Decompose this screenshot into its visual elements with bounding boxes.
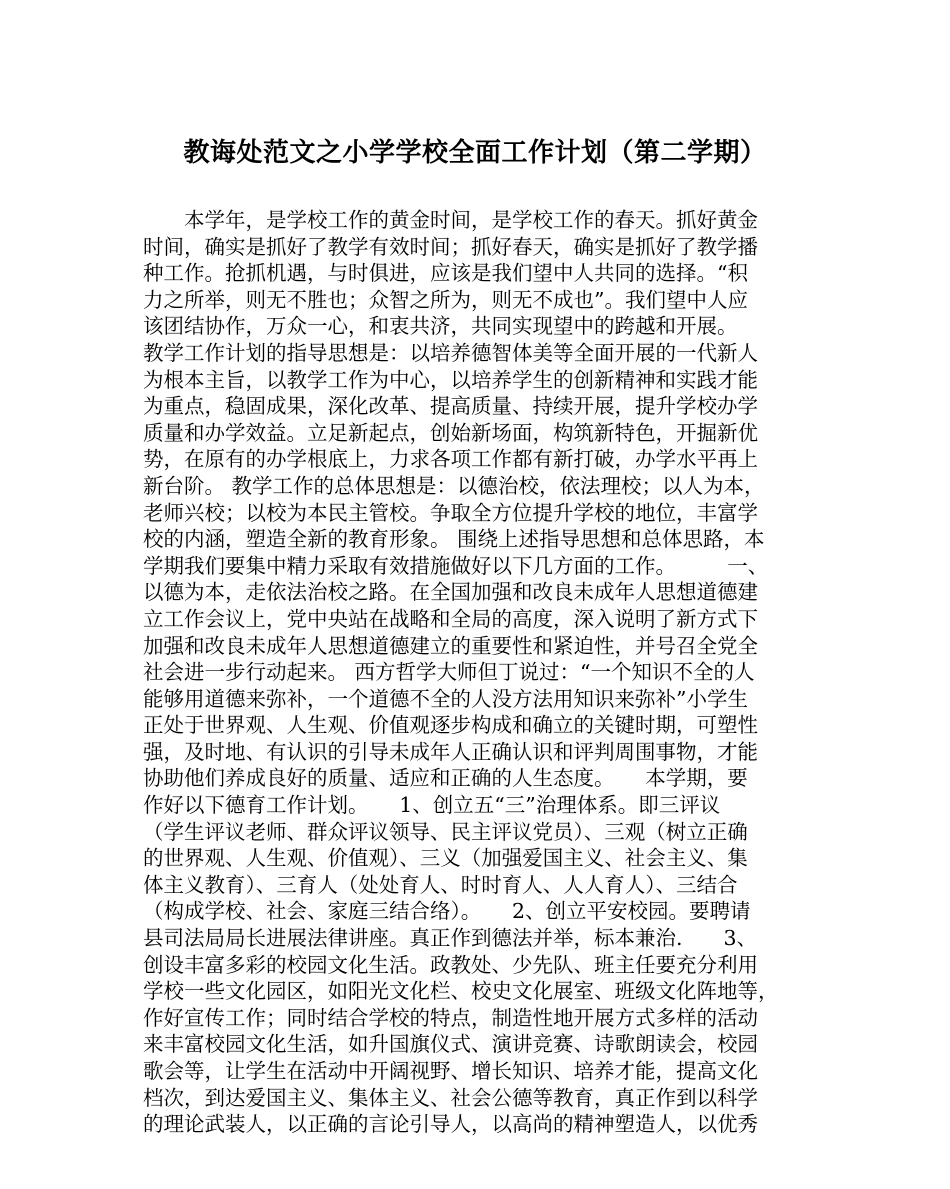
body-line: 质量和办学效益。立足新起点，创始新场面，构筑新特色，开掘新优	[143, 420, 758, 445]
body-line: 作好以下德育工作计划。 1、创立五“三”治理体系。即三评议	[143, 793, 721, 818]
body-line: 正处于世界观、人生观、价值观逐步构成和确立的关键时期，可塑性	[143, 713, 758, 738]
body-line: （构成学校、社会、家庭三结合络）。 2、创立平安校园。要聘请	[143, 899, 751, 924]
body-line: （学生评议老师、群众评议领导、民主评议党员）、三观（树立正确	[143, 819, 748, 844]
body-line: 创设丰富多彩的校园文化生活。政教处、少先队、班主任要充分利用	[143, 952, 758, 977]
body-line: 歌会等，让学生在活动中开阔视野、增长知识、培养才能，提高文化	[143, 1059, 758, 1083]
body-line: 种工作。抢抓机遇，与时俱进，应该是我们望中人共同的选择。“积	[143, 261, 748, 286]
body-line: 立工作会议上，党中央站在战略和全局的高度，深入说明了新方式下	[143, 606, 758, 631]
document-body	[143, 207, 813, 1138]
body-line: 势，在原有的办学根底上，力求各项工作都有新打破，办学水平再上	[143, 447, 758, 472]
body-line: 学期我们要集中精力采取有效措施做好以下几方面的工作。 一、	[143, 553, 769, 578]
document-title: 教诲处范文之小学学校全面工作计划（第二学期）	[183, 138, 767, 168]
body-line: 为根本主旨，以教学工作为中心，以培养学生的创新精神和实践才能	[143, 367, 758, 392]
body-line: 加强和改良未成年人思想道德建立的重要性和紧迫性，并号召全党全	[143, 633, 758, 658]
body-line: 的世界观、人生观、价值观）、三义（加强爱国主义、社会主义、集	[143, 846, 748, 871]
body-line: 教学工作计划的指导思想是：以培养德智体美等全面开展的一代新人	[143, 340, 758, 365]
body-line: 老师兴校；以校为本民主管校。争取全方位提升学校的地位，丰富学	[143, 500, 758, 525]
body-line: 强，及时地、有认识的引导未成年人正确认识和评判周围事物，才能	[143, 739, 758, 764]
body-line: 时间，确实是抓好了教学有效时间；抓好春天，确实是抓好了教学播	[143, 234, 758, 259]
body-line: 本学年，是学校工作的黄金时间，是学校工作的春天。抓好黄金	[143, 208, 758, 232]
body-line: 社会进一步行动起来。 西方哲学大师但丁说过：“一个知识不全的人	[143, 660, 755, 685]
body-line: 新台阶。 教学工作的总体思想是：以德治校，依法理校；以人为本，	[143, 473, 765, 498]
body-line: 以德为本，走依法治校之路。在全国加强和改良未成年人思想道德建	[143, 580, 758, 605]
body-line: 力之所举，则无不胜也；众智之所为，则无不成也”。我们望中人应	[143, 287, 748, 312]
body-line: 档次，到达爱国主义、集体主义、社会公德等教育，真正作到以科学	[143, 1085, 758, 1110]
body-line: 的理论武装人，以正确的言论引导人，以高尚的精神塑造人，以优秀	[143, 1112, 758, 1137]
body-line: 协助他们养成良好的质量、适应和正确的人生态度。 本学期，要	[143, 766, 748, 791]
body-line: 学校一些文化园区，如阳光文化栏、校史文化展室、班级文化阵地等，	[143, 979, 779, 1004]
body-line: 校的内涵，塑造全新的教育形象。 围绕上述指导思想和总体思路，本	[143, 527, 765, 552]
body-line: 县司法局局长进展法律讲座。真正作到德法并举，标本兼治. 3、	[143, 926, 758, 951]
body-line: 作好宣传工作；同时结合学校的特点，制造性地开展方式多样的活动	[143, 1005, 758, 1030]
body-line: 该团结协作，万众一心，和衷共济，共同实现望中的跨越和开展。	[143, 314, 738, 339]
body-line: 来丰富校园文化生活，如升国旗仪式、演讲竞赛、诗歌朗读会，校园	[143, 1032, 758, 1057]
body-line: 能够用道德来弥补，一个道德不全的人没方法用知识来弥补”小学生	[143, 686, 748, 711]
body-line: 为重点，稳固成果，深化改革、提高质量、持续开展，提升学校办学	[143, 394, 758, 419]
body-line: 体主义教育）、三育人（处处育人、时时育人、人人育人）、三结合	[143, 872, 738, 897]
